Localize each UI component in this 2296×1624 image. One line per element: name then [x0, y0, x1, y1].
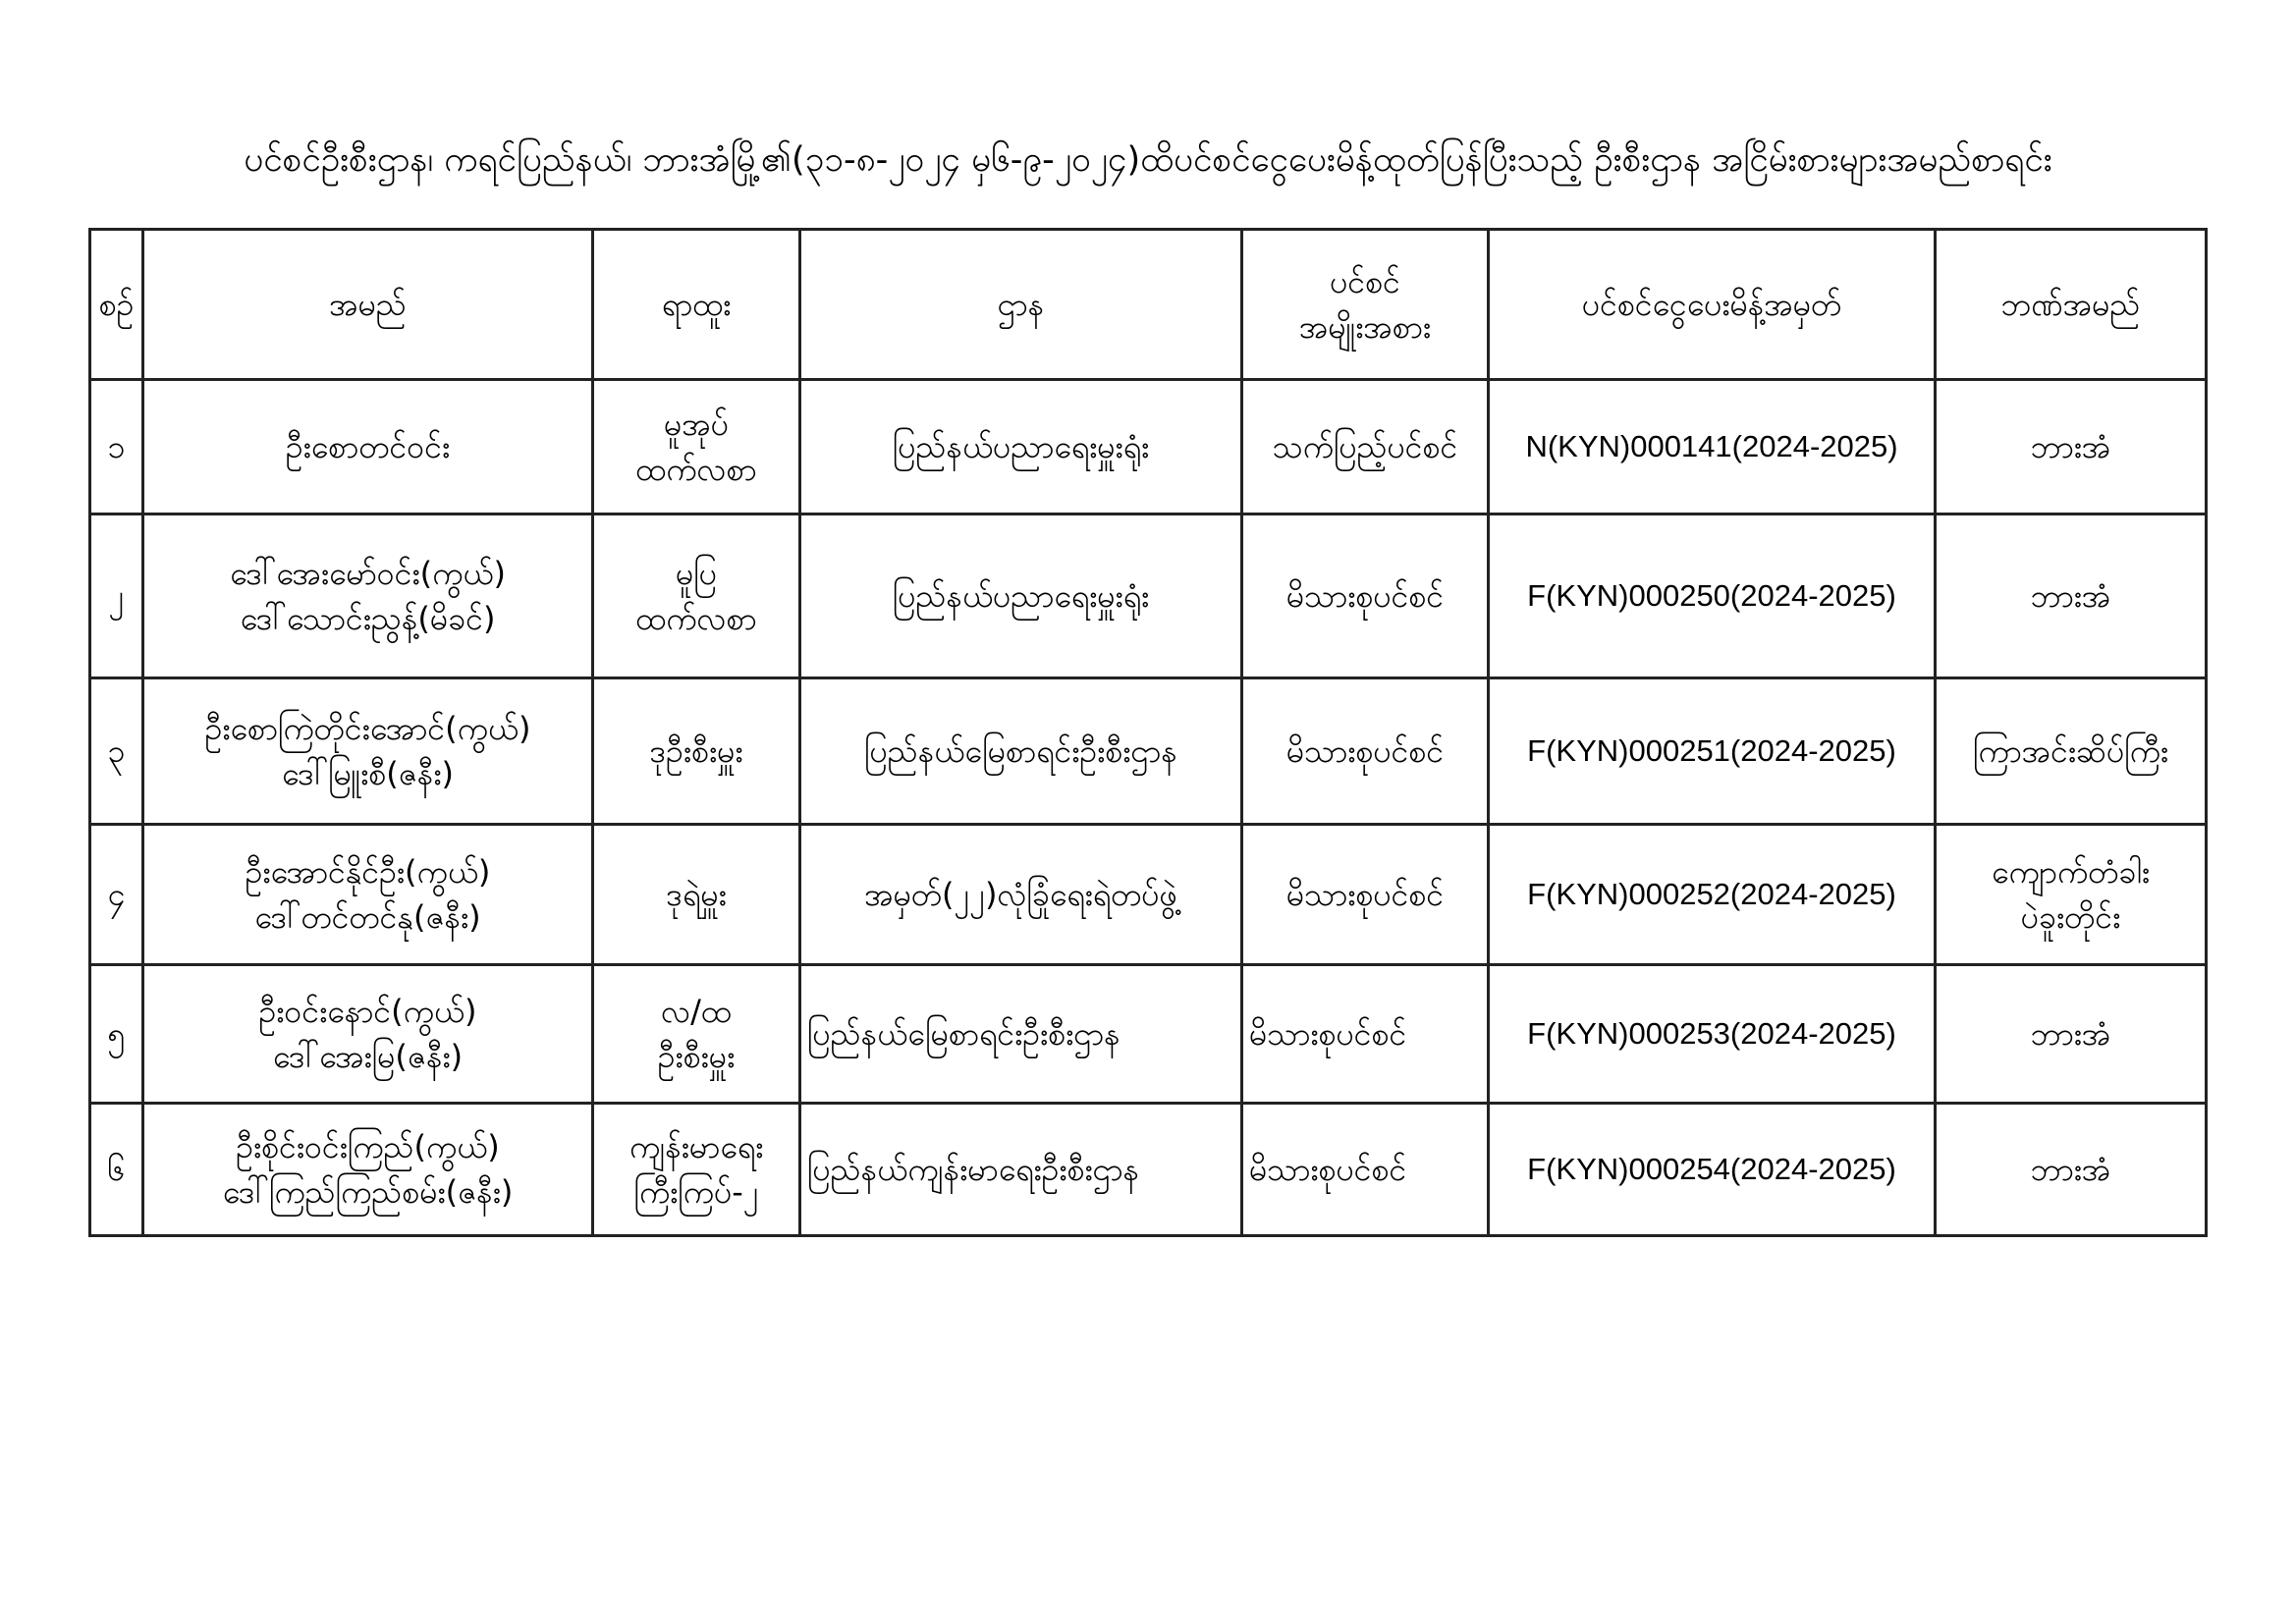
bank-line: ပဲခူးတိုင်း — [2020, 898, 2121, 936]
rank-line: ကျန်းမာရေး — [629, 1128, 764, 1165]
cell-department: အမှတ်(၂၂)လုံခြုံရေးရဲတပ်ဖွဲ့ — [800, 825, 1242, 965]
table-row — [90, 825, 2207, 965]
cell-no: ၂ — [90, 514, 143, 678]
cell-pension-type: မိသားစုပင်စင် — [1242, 1104, 1489, 1236]
name-line: ဒေါ်မြူးစီ(ဇနီး) — [282, 755, 454, 792]
cell-no: ၆ — [90, 1104, 143, 1236]
cell-order-no: F(KYN)000252(2024-2025) — [1489, 825, 1936, 965]
cell-no: ၅ — [90, 965, 143, 1104]
cell-no: ၄ — [90, 825, 143, 965]
cell-order-no: N(KYN)000141(2024-2025) — [1489, 380, 1936, 514]
rank-line: မူပြ — [676, 555, 717, 592]
cell-order-no: F(KYN)000250(2024-2025) — [1489, 514, 1936, 678]
cell-pension-type: မိသားစုပင်စင် — [1242, 514, 1489, 678]
header-bank: ဘဏ်အမည် — [1936, 230, 2207, 380]
name-line: ဒေါ်အေးမော်ဝင်း(ကွယ်) — [230, 555, 506, 592]
table-row — [90, 514, 2207, 678]
document-title: ပင်စင်ဦးစီးဌာန၊ ကရင်ပြည်နယ်၊ ဘားအံမြို့၏(၃၁-၈-၂၀၂၄ မှ၆-၉-၂၀၂၄)ထိပင်စင်ငွေပေးမိန့်ထုတ်ပြန်ပြီးသည့် ဦးစီးဌာန အငြိမ်းစားများအမည်စာရင်း — [244, 140, 2052, 180]
rank-line: ထက်လစာ — [635, 600, 757, 637]
name-line: ဒေါ်တင်တင်နု(ဇနီး) — [254, 898, 481, 936]
cell-rank — [593, 380, 800, 514]
header-name: အမည် — [143, 230, 593, 380]
cell-name — [143, 825, 593, 965]
cell-order-no: F(KYN)000253(2024-2025) — [1489, 965, 1936, 1104]
cell-pension-type: မိသားစုပင်စင် — [1242, 678, 1489, 825]
header-rank: ရာထူး — [593, 230, 800, 380]
cell-rank — [593, 825, 800, 965]
rank-line: ထက်လစာ — [635, 451, 757, 488]
table-row — [90, 1104, 2207, 1236]
cell-name — [143, 514, 593, 678]
name-line: ဒေါ်အေးမြ(ဇနီး) — [272, 1038, 464, 1075]
table-row — [90, 380, 2207, 514]
bank-line: ဘားအံ — [2030, 1151, 2111, 1188]
name-line: ဒေါ်ကြည်ကြည်စမ်း(ဇနီး) — [222, 1173, 514, 1211]
bank-line: ဘားအံ — [2030, 577, 2111, 615]
cell-no: ၃ — [90, 678, 143, 825]
rank-line: ဒုဦးစီးမှူး — [649, 732, 743, 770]
name-line: ဒေါ်သောင်းညွန့်(မိခင်) — [240, 600, 496, 637]
cell-name — [143, 1104, 593, 1236]
cell-department: ပြည်နယ်ကျန်းမာရေးဦးစီးဌာန — [800, 1104, 1242, 1236]
cell-rank — [593, 965, 800, 1104]
cell-bank — [1936, 380, 2207, 514]
header-pension-type-line: အမျိုးအစား — [1298, 308, 1432, 346]
cell-bank — [1936, 825, 2207, 965]
cell-pension-type: သက်ပြည့်ပင်စင် — [1242, 380, 1489, 514]
rank-line: မူအုပ် — [664, 406, 729, 443]
bank-line: ဘားအံ — [2030, 428, 2111, 465]
cell-pension-type: မိသားစုပင်စင် — [1242, 965, 1489, 1104]
cell-pension-type: မိသားစုပင်စင် — [1242, 825, 1489, 965]
cell-department: ပြည်နယ်မြေစာရင်းဦးစီးဌာန — [800, 965, 1242, 1104]
name-line: ဦးအောင်နိုင်ဦး(ကွယ်) — [245, 853, 491, 891]
cell-bank — [1936, 1104, 2207, 1236]
cell-department: ပြည်နယ်ပညာရေးမှူးရုံး — [800, 514, 1242, 678]
table-row — [90, 678, 2207, 825]
cell-name — [143, 678, 593, 825]
header-no: စဉ် — [90, 230, 143, 380]
cell-department: ပြည်နယ်ပညာရေးမှူးရုံး — [800, 380, 1242, 514]
cell-order-no: F(KYN)000251(2024-2025) — [1489, 678, 1936, 825]
cell-bank — [1936, 678, 2207, 825]
bank-line: ဘားအံ — [2030, 1015, 2111, 1053]
cell-name — [143, 380, 593, 514]
name-line: ဦးဝင်းနောင်(ကွယ်) — [258, 993, 477, 1030]
rank-line: ဦးစီးမှူး — [657, 1038, 736, 1075]
cell-no: ၁ — [90, 380, 143, 514]
rank-line: လ/ထ — [661, 993, 732, 1030]
header-pension-type-line: ပင်စင် — [1330, 263, 1400, 300]
table-row — [90, 965, 2207, 1104]
header-department: ဌာန — [800, 230, 1242, 380]
pension-roster-table — [88, 228, 2208, 1237]
cell-bank — [1936, 965, 2207, 1104]
header-pension-type — [1242, 230, 1489, 380]
name-line: ဦးစောတင်ဝင်း — [285, 428, 451, 465]
cell-order-no: F(KYN)000254(2024-2025) — [1489, 1104, 1936, 1236]
rank-line: ကြီးကြပ်-၂ — [633, 1173, 759, 1211]
name-line: ဦးစောကြဲတိုင်းအောင်(ကွယ်) — [204, 710, 531, 747]
header-row — [90, 230, 2207, 380]
header-order-no: ပင်စင်ငွေပေးမိန့်အမှတ် — [1489, 230, 1936, 380]
bank-line: ကြာအင်းဆိပ်ကြီး — [1972, 732, 2169, 770]
cell-name — [143, 965, 593, 1104]
cell-bank — [1936, 514, 2207, 678]
cell-rank — [593, 1104, 800, 1236]
cell-rank — [593, 678, 800, 825]
name-line: ဦးစိုင်းဝင်းကြည်(ကွယ်) — [236, 1128, 500, 1165]
bank-line: ကျောက်တံခါး — [1991, 853, 2151, 891]
cell-rank — [593, 514, 800, 678]
rank-line: ဒုရဲမှူး — [666, 876, 727, 913]
cell-department: ပြည်နယ်မြေစာရင်းဦးစီးဌာန — [800, 678, 1242, 825]
